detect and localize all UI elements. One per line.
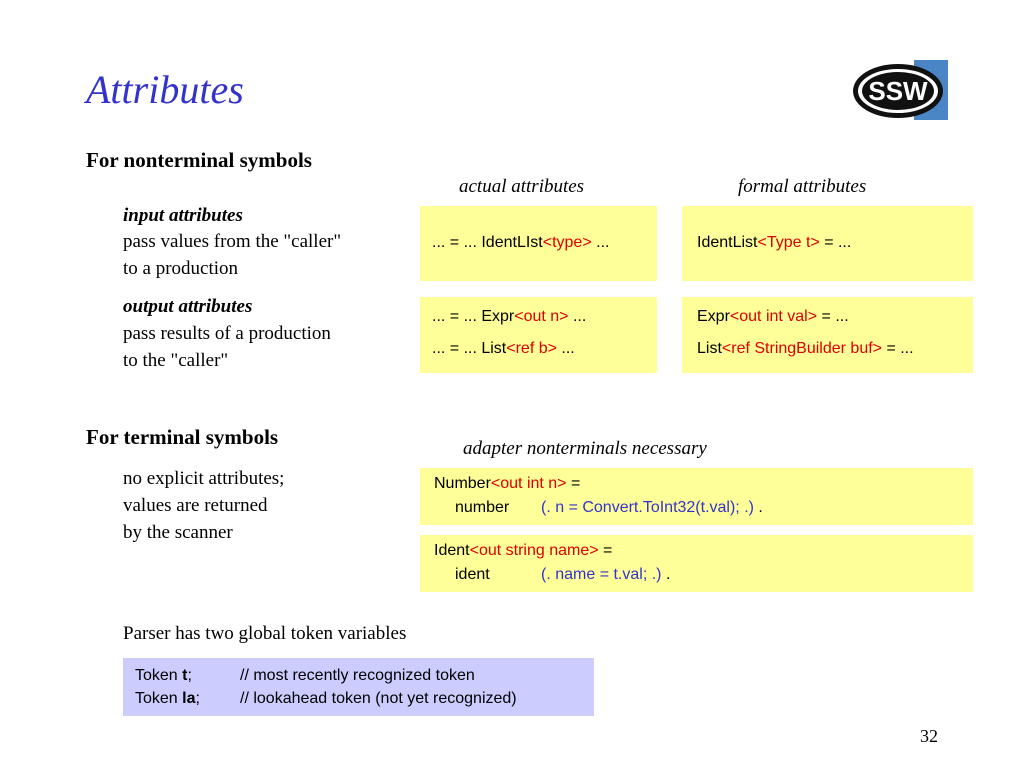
variable-name: la <box>182 690 196 707</box>
token-row-1-decl <box>135 667 192 685</box>
token-row-1-comment: // most recently recognized token <box>240 667 475 684</box>
terminal-desc-line2: values are returned <box>123 495 268 516</box>
nonterminal-heading: For nonterminal symbols <box>86 148 312 172</box>
code-text: Ident <box>434 542 470 559</box>
code-text: ; <box>187 667 192 684</box>
input-formal-box <box>682 206 973 281</box>
code-text: . <box>665 566 671 583</box>
code-text: = <box>566 475 581 492</box>
logo-text: SSW <box>868 76 928 106</box>
number-production-head <box>434 475 580 493</box>
input-desc-line2: to a production <box>123 258 239 279</box>
output-attributes-label: output attributes <box>123 296 253 317</box>
output-desc-line2: to the "caller" <box>123 350 229 371</box>
output-actual-code-1 <box>432 308 586 326</box>
code-text: ... = ... List <box>432 340 507 357</box>
terminal-desc-line1: no explicit attributes; <box>123 468 285 489</box>
code-text: Token <box>135 667 183 684</box>
output-formal-code-2 <box>697 340 914 358</box>
attribute-text: <ref StringBuilder buf> <box>721 340 882 357</box>
token-row-2-comment: // lookahead token (not yet recognized) <box>240 690 517 707</box>
formal-attributes-label: formal attributes <box>738 176 867 197</box>
output-actual-box <box>420 297 657 373</box>
number-keyword: number <box>455 499 510 516</box>
semantic-text: (. name = t.val; .) <box>541 566 662 583</box>
code-text: = ... <box>819 234 852 251</box>
attribute-text: <out n> <box>514 308 569 325</box>
code-text: ... <box>591 234 610 251</box>
token-variables-box <box>123 658 594 716</box>
ident-production-head <box>434 542 612 560</box>
semantic-text: (. n = Convert.ToInt32(t.val); .) <box>541 499 754 516</box>
terminal-desc-line3: by the scanner <box>123 522 233 543</box>
code-text: . <box>758 499 763 516</box>
page-number: 32 <box>920 726 938 746</box>
ssw-logo-graphic <box>852 60 948 120</box>
code-text: ... = ... IdentLIst <box>432 234 543 251</box>
token-row-2-decl <box>135 690 200 708</box>
code-text: ... <box>568 308 587 325</box>
code-text: Expr <box>697 308 730 325</box>
attribute-text: <ref b> <box>506 340 557 357</box>
ident-keyword: ident <box>455 566 490 583</box>
code-text: ; <box>195 690 200 707</box>
ssw-logo <box>852 60 948 120</box>
attribute-text: <type> <box>542 234 592 251</box>
input-actual-box <box>420 206 657 281</box>
code-text: Number <box>434 475 491 492</box>
code-text: ... <box>556 340 575 357</box>
code-text: = <box>598 542 613 559</box>
attribute-text: <Type t> <box>757 234 820 251</box>
output-formal-code-1 <box>697 308 849 326</box>
ident-semantic-action <box>541 566 670 584</box>
actual-attributes-label: actual attributes <box>459 176 585 197</box>
slide-title: Attributes <box>86 67 244 112</box>
output-actual-code-2 <box>432 340 575 358</box>
input-desc-line1: pass values from the "caller" <box>123 231 342 252</box>
code-text: Token <box>135 690 183 707</box>
code-text: IdentList <box>697 234 758 251</box>
attribute-text: <out int val> <box>729 308 818 325</box>
output-desc-line1: pass results of a production <box>123 323 331 344</box>
variable-name: t <box>182 667 188 684</box>
input-attributes-label: input attributes <box>123 205 243 226</box>
input-actual-code <box>432 234 609 252</box>
input-formal-code <box>697 234 851 252</box>
attribute-text: <out int n> <box>490 475 567 492</box>
output-formal-box <box>682 297 973 373</box>
adapter-label: adapter nonterminals necessary <box>463 438 707 459</box>
number-adapter-box <box>420 468 973 525</box>
attribute-text: <out string name> <box>469 542 599 559</box>
code-text: = ... <box>817 308 849 325</box>
ident-adapter-box <box>420 535 973 592</box>
number-semantic-action <box>541 499 763 517</box>
code-text: List <box>697 340 722 357</box>
parser-caption: Parser has two global token variables <box>123 623 407 644</box>
code-text: = ... <box>882 340 914 357</box>
terminal-heading: For terminal symbols <box>86 425 279 449</box>
code-text: ... = ... Expr <box>432 308 515 325</box>
